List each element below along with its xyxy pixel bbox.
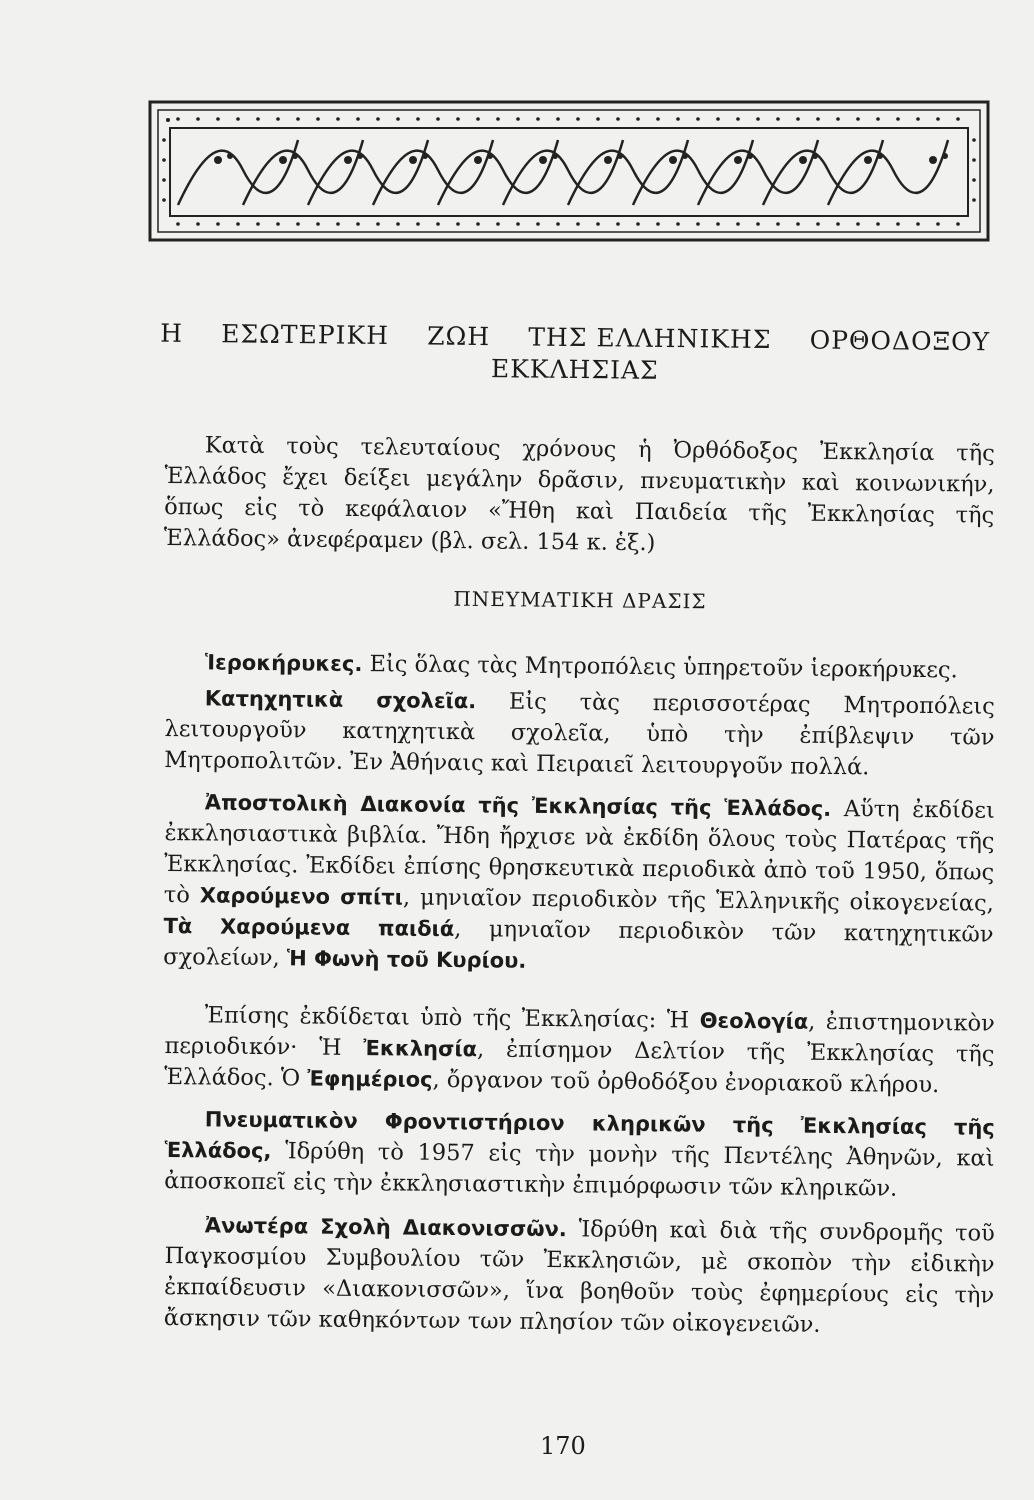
paragraph-text: , ἐπιστημονικὸν περιοδικόν· Ἡ bbox=[164, 1008, 995, 1062]
paragraph-text: , ὄργανον τοῦ ὀρθοδόξου ἐνοριακοῦ κλήρου. bbox=[432, 1066, 940, 1099]
paragraph-heading: Κατηχητικὰ σχολεῖα. bbox=[204, 686, 477, 714]
paragraph-apostoliki-diakonia bbox=[163, 787, 995, 982]
paragraph-clergy-institute bbox=[164, 1104, 995, 1206]
paragraph-text: , ἐπίσημον Δελτίον τῆς Ἐκκλησίας τῆς Ἑλλάδος. Ὁ bbox=[164, 1036, 995, 1092]
paragraph-heading: Ἀνωτέρα Σχολὴ Διακονισσῶν. bbox=[204, 1213, 567, 1242]
periodical-title: Ἡ Φωνὴ τοῦ Κυρίου. bbox=[286, 946, 527, 973]
title-word: ΕΣΩΤΕΡΙΚΗ bbox=[221, 319, 390, 351]
paragraph-text: , μηνιαῖον περιοδικὸν τῆς Ἑλληνικῆς οἰκογενείας, bbox=[402, 884, 994, 917]
title-line2: ΕΚΚΛΗΣΙΑΣ bbox=[490, 354, 659, 385]
paragraph-text: , μηνιαῖον περιοδικὸν τῶν κατηχητικῶν σχολείων, bbox=[163, 916, 994, 972]
paragraph-preachers bbox=[165, 647, 995, 687]
paragraph-heading: Ἀποστολικὴ Διακονία τῆς Ἐκκλησίας τῆς Ἑλλάδος. bbox=[204, 790, 832, 821]
page-number: 170 bbox=[540, 1432, 586, 1460]
periodical-title: Τὰ Χαρούμενα παιδιά bbox=[163, 913, 455, 942]
title-word: ΖΩΗ bbox=[427, 321, 491, 352]
periodical-title: Ἐφημέριος bbox=[307, 1066, 433, 1092]
title-word: ΤΗΣ ΕΛΛΗΝΙΚΗΣ bbox=[528, 322, 772, 355]
periodical-title: Χαρούμενο σπίτι bbox=[199, 883, 404, 910]
paragraph-text: Ἐπίσης ἐκδίδεται ὑπὸ τῆς Ἐκκλησίας: Ἡ bbox=[204, 1002, 700, 1034]
periodical-title: Ἐκκλησία bbox=[363, 1036, 478, 1062]
paragraph-deaconess-school bbox=[164, 1210, 995, 1343]
title-word: ΟΡΘΟΔΟΞΟΥ bbox=[809, 325, 991, 357]
title-word: Η bbox=[160, 318, 184, 348]
paragraph-heading: Πνευματικὸν Φροντιστήριον κληρικῶν τῆς Ἐκκλησίας τῆς Ἑλλάδος, bbox=[164, 1107, 995, 1164]
paragraph-text: Εἰς ὅλας τὰς Μητροπόλεις ὑπηρετοῦν ἱεροκήρυκες. bbox=[362, 651, 958, 684]
ornamental-header-band bbox=[148, 100, 990, 242]
chapter-title bbox=[160, 318, 991, 391]
paragraph-text: Ἱδρύθη καὶ διὰ τῆς συνδρομῆς τοῦ Παγκοσμίου Συμβουλίου τῶν Ἐκκλησιῶν, μὲ σκοπὸν τὴν εἰδικὴν ἐκπαίδευσιν «Διακονισσῶν», ἵνα βοηθοῦν τοὺς ἐφημερίους εἰς τὴν ἄσκησιν τῶν καθηκόντων των πλησίον τῶν οἰκογενειῶν. bbox=[163, 1216, 995, 1338]
paragraph-text: Εἰς τὰς περισσοτέρας Μητροπόλεις λειτουργοῦν κατηχητικὰ σχολεῖα, ὑπὸ τὴν ἐπίβλεψιν τῶν Μητροπολιτῶν. Ἐν Ἀθήναις καὶ Πειραιεῖ λειτουργοῦν πολλά. bbox=[164, 688, 995, 781]
intro-paragraph: Κατὰ τοὺς τελευταίους χρόνους ἡ Ὀρθόδοξος Ἐκκλησία τῆς Ἑλλάδος ἔχει δείξει μεγάλην δρᾶσιν, πνευματικὴν καὶ κοινωνικήν, ὅπως εἰς τὸ κεφάλαιον «Ἤθη καὶ Παιδεία τῆς Ἐκκλησίας τῆς Ἑλλάδος» ἀνεφέραμεν (βλ. σελ. 154 κ. ἑξ.) bbox=[163, 432, 995, 557]
paragraph-text: Αὕτη ἐκδίδει ἐκκλησιαστικὰ βιβλία. Ἤδη ἤρχισε νὰ ἐκδίδη ὅλους τοὺς Πατέρας τῆς Ἐκκλησίας. Ἐκδίδει ἐπίσης θρησκευτικὰ περιοδικὰ ἀπὸ τοῦ 1950, ὅπως τὸ bbox=[163, 795, 995, 909]
paragraph-church-publications bbox=[164, 1000, 995, 1102]
paragraph-heading: Ἱεροκήρυκες. bbox=[204, 650, 363, 677]
paragraph-text: Ἱδρύθη τὸ 1957 εἰς τὴν μονὴν τῆς Πεντέλης Ἀθηνῶν, καὶ ἀποσκοπεῖ εἰς τὴν ἐκκλησιαστικὴν ἐπιμόρφωσιν τῶν κληρικῶν. bbox=[164, 1138, 995, 1202]
periodical-title: Θεολογία bbox=[699, 1008, 809, 1034]
section-heading: ΠΝΕΥΜΑΤΙΚΗ ΔΡΑΣΙΣ bbox=[453, 586, 707, 614]
paragraph-catechism-schools bbox=[164, 683, 995, 785]
